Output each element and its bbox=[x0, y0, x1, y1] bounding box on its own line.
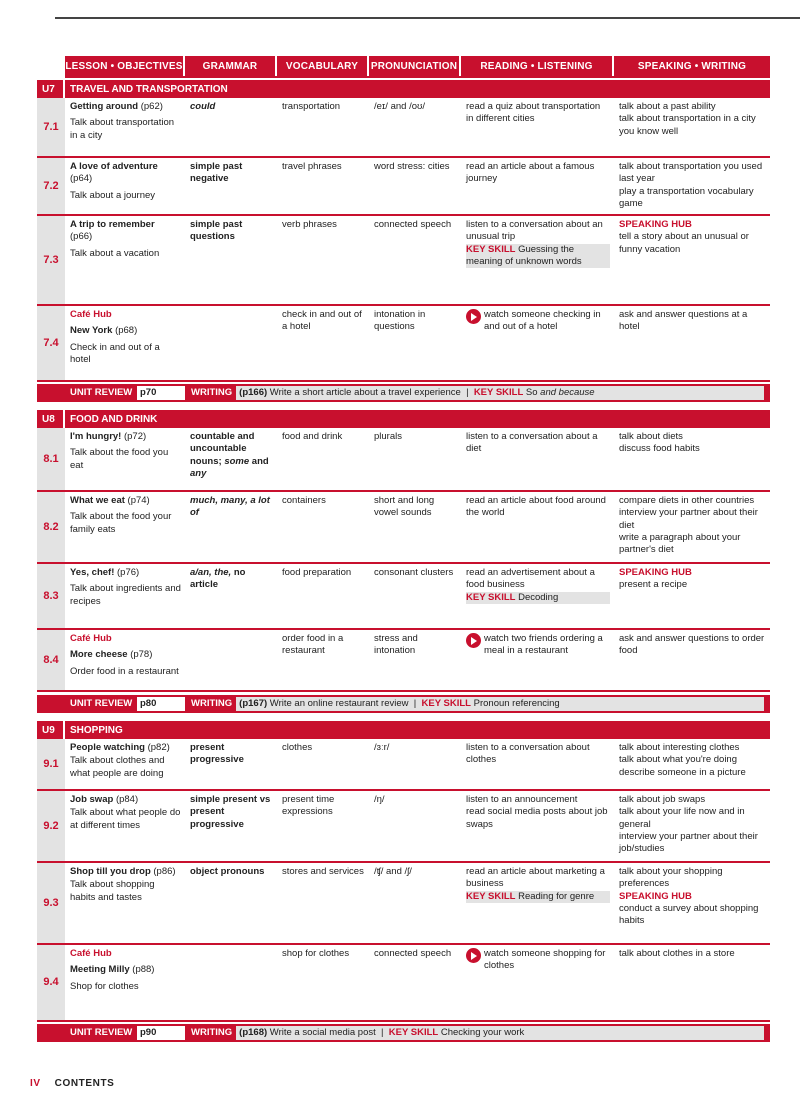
vocabulary-cell: present time expressions bbox=[282, 794, 335, 818]
key-skill-label: KEY SKILL bbox=[466, 890, 516, 902]
speaking-text: talk about job swaps bbox=[619, 794, 706, 805]
lesson-page: (p64) bbox=[70, 173, 93, 185]
lesson-row-8-4 bbox=[37, 630, 770, 692]
top-rule bbox=[55, 17, 800, 19]
lesson-row-7-1 bbox=[37, 98, 770, 158]
lesson-objective: Talk about clothes and what people are doing bbox=[70, 755, 165, 779]
unit-8-review-bar bbox=[37, 695, 770, 713]
reading-text: read an advertisement about a food business bbox=[466, 567, 595, 591]
lesson-title: What we eat bbox=[70, 495, 125, 506]
speaking-cell bbox=[614, 216, 770, 304]
lesson-page: (p76) bbox=[117, 567, 140, 578]
unit-review-label: UNIT REVIEW bbox=[70, 697, 133, 709]
lesson-page: (p86) bbox=[153, 866, 176, 877]
speaking-cell bbox=[614, 863, 770, 943]
reading-cell: read an article about a famous journey bbox=[466, 161, 595, 185]
speaking-text: play a transportation vocabulary game bbox=[619, 185, 754, 210]
unit-9-bar bbox=[37, 721, 770, 739]
lesson-cell bbox=[65, 98, 185, 156]
pronunciation-cell: /ɜːr/ bbox=[374, 742, 390, 753]
lesson-number: 9.4 bbox=[37, 945, 65, 1020]
lesson-cell bbox=[65, 739, 185, 789]
lesson-objective: Talk about shopping habits and tastes bbox=[70, 879, 155, 903]
speaking-text: write a paragraph about your partner's diet bbox=[619, 532, 741, 556]
reading-cell bbox=[461, 945, 614, 1020]
lesson-cell bbox=[65, 863, 185, 943]
vocabulary-cell: shop for clothes bbox=[282, 948, 350, 959]
lesson-row-9-3 bbox=[37, 863, 770, 945]
lesson-cell bbox=[65, 492, 185, 562]
lesson-title: I'm hungry! bbox=[70, 431, 122, 442]
lesson-page: (p66) bbox=[70, 231, 93, 243]
speaking-cell bbox=[614, 98, 770, 156]
writing-page: (p168) bbox=[239, 1026, 268, 1038]
writing-label: WRITING bbox=[191, 1026, 233, 1038]
grammar-text: and bbox=[251, 455, 269, 467]
pronunciation-cell: /ʧ/ and /ʃ/ bbox=[374, 866, 412, 877]
vocabulary-cell: verb phrases bbox=[282, 219, 337, 230]
pronunciation-cell: stress and intonation bbox=[374, 633, 418, 657]
grammar-text: some bbox=[224, 455, 250, 467]
lesson-title: A love of adventure bbox=[70, 161, 158, 172]
lesson-row-7-2 bbox=[37, 158, 770, 216]
unit-review-page: p90 bbox=[137, 1026, 185, 1040]
key-skill-text: Checking your work bbox=[440, 1026, 525, 1038]
pronunciation-cell: plurals bbox=[374, 431, 402, 442]
lesson-objective: Talk about the food you eat bbox=[70, 447, 169, 471]
lesson-page: (p78) bbox=[130, 649, 153, 661]
lesson-number: 8.1 bbox=[37, 428, 65, 490]
grammar-cell: simple past questions bbox=[190, 219, 243, 243]
lesson-objective: Talk about a vacation bbox=[70, 247, 160, 259]
vocabulary-cell: food and drink bbox=[282, 431, 343, 442]
pronunciation-cell: /ŋ/ bbox=[374, 794, 385, 805]
lesson-row-7-3 bbox=[37, 216, 770, 306]
cafe-hub-label: Café Hub bbox=[70, 633, 112, 644]
lesson-cell bbox=[65, 158, 185, 214]
speaking-cell bbox=[614, 739, 770, 789]
key-skill-text: because bbox=[558, 386, 595, 398]
lesson-title: Job swap bbox=[70, 794, 114, 805]
speaking-cell: ask and answer questions to order food bbox=[619, 633, 765, 657]
separator: | bbox=[381, 1026, 384, 1038]
reading-text: read an article about marketing a business bbox=[466, 866, 605, 890]
lesson-cell bbox=[65, 564, 185, 628]
writing-text: Write a short article about a travel experience bbox=[269, 386, 461, 398]
speaking-text: present a recipe bbox=[619, 579, 688, 591]
vocabulary-cell: transportation bbox=[282, 101, 341, 112]
key-skill-label: KEY SKILL bbox=[466, 243, 516, 255]
vocabulary-cell: travel phrases bbox=[282, 161, 342, 172]
key-skill-text: and bbox=[540, 386, 557, 398]
unit-review-page: p80 bbox=[137, 697, 185, 711]
unit-7-bar bbox=[37, 80, 770, 98]
lesson-number: 8.3 bbox=[37, 564, 65, 628]
lesson-title: New York bbox=[70, 325, 113, 337]
reading-text: listen to a conversation about an unusual trip bbox=[466, 219, 603, 243]
reading-text: listen to an announcement bbox=[466, 794, 578, 805]
key-skill-text: Reading for genre bbox=[518, 890, 595, 902]
grammar-cell bbox=[185, 492, 277, 562]
speaking-text: talk about transportation in a city you know well bbox=[619, 113, 756, 137]
lesson-cell bbox=[65, 306, 185, 380]
header-reading: READING • LISTENING bbox=[461, 56, 614, 76]
speaking-cell bbox=[614, 791, 770, 861]
header-grammar: GRAMMAR bbox=[185, 56, 277, 76]
writing-task bbox=[236, 386, 764, 400]
lesson-title: Getting around bbox=[70, 101, 139, 112]
pronunciation-cell: intonation in questions bbox=[374, 309, 426, 333]
speaking-text: talk about diets bbox=[619, 431, 683, 442]
header-lesson: LESSON • OBJECTIVES bbox=[65, 56, 185, 76]
lesson-row-8-3 bbox=[37, 564, 770, 630]
footer-title: CONTENTS bbox=[54, 1078, 115, 1089]
lesson-title: More cheese bbox=[70, 649, 128, 661]
speaking-text: talk about your life now and in general bbox=[619, 806, 745, 830]
lesson-objective: Talk about ingredients and recipes bbox=[70, 583, 181, 607]
lesson-row-7-4 bbox=[37, 306, 770, 382]
speaking-text: interview your partner about their job/studies bbox=[619, 831, 758, 855]
lesson-number: 8.4 bbox=[37, 630, 65, 690]
lesson-objective: Check in and out of a hotel bbox=[70, 341, 160, 366]
lesson-page: (p62) bbox=[140, 101, 163, 112]
grammar-cell bbox=[185, 945, 277, 1020]
lesson-cell bbox=[65, 945, 185, 1020]
key-skill-label: KEY SKILL bbox=[421, 697, 471, 709]
speaking-text: discuss food habits bbox=[619, 443, 700, 455]
speaking-text: talk about your shopping preferences bbox=[619, 866, 723, 890]
key-skill-text: Decoding bbox=[518, 591, 559, 603]
grammar-cell: present progressive bbox=[190, 742, 244, 766]
speaking-text: tell a story about an unusual or funny vacation bbox=[619, 231, 749, 255]
key-skill-text: Pronoun referencing bbox=[473, 697, 560, 709]
lesson-title: A trip to remember bbox=[70, 219, 155, 230]
speaking-cell: talk about clothes in a store bbox=[619, 948, 735, 959]
lesson-number: 7.3 bbox=[37, 216, 65, 304]
lesson-page: (p72) bbox=[123, 431, 147, 442]
speaking-hub-label: SPEAKING HUB bbox=[619, 890, 692, 902]
grammar-cell: object pronouns bbox=[190, 866, 265, 877]
reading-cell: read an article about food around the world bbox=[466, 495, 606, 519]
lesson-number: 7.1 bbox=[37, 98, 65, 156]
speaking-hub-label: SPEAKING HUB bbox=[619, 567, 692, 578]
vocabulary-cell: clothes bbox=[282, 742, 313, 753]
lesson-objective: Talk about what people do at different times bbox=[70, 807, 181, 831]
grammar-cell bbox=[185, 306, 277, 380]
reading-cell: listen to a conversation about clothes bbox=[466, 742, 590, 766]
reading-cell bbox=[461, 564, 614, 628]
lesson-objective: Order food in a restaurant bbox=[70, 665, 179, 677]
unit-number: U7 bbox=[37, 80, 65, 98]
unit-review-label: UNIT REVIEW bbox=[70, 386, 133, 398]
lesson-title: Yes, chef! bbox=[70, 567, 115, 578]
vocabulary-cell: food preparation bbox=[282, 567, 352, 578]
vocabulary-cell: order food in a restaurant bbox=[282, 633, 344, 657]
lesson-page: (p88) bbox=[132, 964, 155, 976]
lesson-objective: Talk about a journey bbox=[70, 189, 156, 201]
writing-task bbox=[236, 1026, 764, 1040]
lesson-cell bbox=[65, 630, 185, 690]
play-video-icon[interactable] bbox=[466, 948, 481, 963]
unit-number: U8 bbox=[37, 410, 65, 428]
cafe-hub-label: Café Hub bbox=[70, 948, 112, 959]
lesson-cell bbox=[65, 791, 185, 861]
reading-text: watch two friends ordering a meal in a restaurant bbox=[484, 633, 603, 657]
grammar-cell bbox=[185, 630, 277, 690]
lesson-title: People watching bbox=[70, 742, 145, 753]
speaking-cell bbox=[614, 158, 770, 214]
grammar-text: much, many, a lot of bbox=[190, 495, 270, 519]
table-header bbox=[65, 56, 770, 78]
vocabulary-cell: containers bbox=[282, 495, 326, 506]
lesson-row-9-4 bbox=[37, 945, 770, 1022]
pronunciation-cell: /eɪ/ and /oʊ/ bbox=[374, 101, 426, 112]
reading-text: watch someone shopping for clothes bbox=[484, 948, 606, 972]
page-number: IV bbox=[30, 1078, 41, 1089]
cafe-hub-label: Café Hub bbox=[70, 309, 112, 320]
lesson-page: (p82) bbox=[147, 742, 170, 753]
reading-cell bbox=[461, 306, 614, 380]
lesson-page: (p74) bbox=[127, 495, 150, 506]
unit-review-page: p70 bbox=[137, 386, 185, 400]
unit-review-label: UNIT REVIEW bbox=[70, 1026, 133, 1038]
lesson-row-9-2 bbox=[37, 791, 770, 863]
grammar-cell bbox=[185, 98, 277, 156]
key-skill-label: KEY SKILL bbox=[388, 1026, 439, 1038]
speaking-text: interview your partner about their diet bbox=[619, 507, 758, 531]
speaking-cell bbox=[614, 492, 770, 562]
separator: | bbox=[466, 386, 469, 398]
unit-title: FOOD AND DRINK bbox=[70, 413, 158, 425]
vocabulary-cell: check in and out of a hotel bbox=[282, 309, 362, 333]
key-skill-box bbox=[466, 244, 610, 269]
lesson-number: 7.4 bbox=[37, 306, 65, 380]
unit-7-review-bar bbox=[37, 384, 770, 402]
key-skill-text: Guessing the meaning of unknown words bbox=[466, 243, 582, 268]
pronunciation-cell: connected speech bbox=[374, 948, 452, 959]
writing-text: Write a social media post bbox=[269, 1026, 376, 1038]
lesson-page: (p68) bbox=[115, 325, 138, 337]
lesson-number: 8.2 bbox=[37, 492, 65, 562]
reading-cell: listen to a conversation about a diet bbox=[466, 431, 598, 455]
lesson-number: 9.3 bbox=[37, 863, 65, 943]
writing-page: (p167) bbox=[239, 697, 268, 709]
writing-task bbox=[236, 697, 764, 711]
grammar-text: a/an, the, bbox=[190, 567, 232, 578]
grammar-cell: simple past negative bbox=[190, 161, 243, 185]
grammar-text: countable and uncountable nouns; bbox=[190, 431, 255, 467]
speaking-text: describe someone in a picture bbox=[619, 766, 746, 778]
speaking-text: compare diets in other countries bbox=[619, 495, 755, 506]
unit-title: TRAVEL AND TRANSPORTATION bbox=[70, 83, 228, 95]
key-skill-label: KEY SKILL bbox=[466, 591, 516, 603]
lesson-number: 9.1 bbox=[37, 739, 65, 789]
lesson-cell bbox=[65, 216, 185, 304]
lesson-number: 9.2 bbox=[37, 791, 65, 861]
header-pronunciation: PRONUNCIATION bbox=[369, 56, 461, 76]
grammar-cell bbox=[185, 564, 277, 628]
lesson-objective: Talk about the food your family eats bbox=[70, 511, 172, 535]
reading-cell bbox=[461, 791, 614, 861]
unit-8-bar bbox=[37, 410, 770, 428]
lesson-title: Meeting Milly bbox=[70, 964, 130, 976]
grammar-text: could bbox=[190, 101, 216, 112]
grammar-text: any bbox=[190, 468, 207, 480]
lesson-row-8-2 bbox=[37, 492, 770, 564]
speaking-text: talk about a past ability bbox=[619, 101, 716, 112]
reading-cell bbox=[461, 216, 614, 304]
writing-label: WRITING bbox=[191, 386, 233, 398]
pronunciation-cell: short and long vowel sounds bbox=[374, 495, 435, 519]
writing-page: (p166) bbox=[239, 386, 268, 398]
reading-cell bbox=[461, 630, 614, 690]
pronunciation-cell: connected speech bbox=[374, 219, 452, 230]
reading-text: read social media posts about job swaps bbox=[466, 806, 608, 830]
key-skill-box bbox=[466, 592, 610, 604]
unit-9-review-bar bbox=[37, 1024, 770, 1042]
writing-label: WRITING bbox=[191, 697, 233, 709]
lesson-objective: Talk about transportation in a city bbox=[70, 117, 175, 141]
reading-cell bbox=[461, 863, 614, 943]
play-video-icon[interactable] bbox=[466, 633, 481, 648]
play-video-icon[interactable] bbox=[466, 309, 481, 324]
unit-number: U9 bbox=[37, 721, 65, 739]
lesson-row-9-1 bbox=[37, 739, 770, 791]
pronunciation-cell: consonant clusters bbox=[374, 567, 454, 578]
vocabulary-cell: stores and services bbox=[282, 866, 364, 877]
speaking-text: talk about transportation you used last year bbox=[619, 161, 763, 185]
lesson-title: Shop till you drop bbox=[70, 866, 151, 877]
unit-title: SHOPPING bbox=[70, 724, 123, 736]
key-skill-label: KEY SKILL bbox=[473, 386, 524, 398]
lesson-page: (p84) bbox=[115, 794, 139, 805]
key-skill-box bbox=[466, 891, 610, 903]
speaking-hub-label: SPEAKING HUB bbox=[619, 219, 692, 230]
page-footer bbox=[30, 1077, 114, 1090]
speaking-cell: ask and answer questions at a hotel bbox=[619, 309, 748, 333]
grammar-cell: simple present vs present progressive bbox=[190, 794, 271, 830]
reading-text: watch someone checking in and out of a hotel bbox=[484, 309, 601, 333]
writing-text: Write an online restaurant review bbox=[269, 697, 409, 709]
separator: | bbox=[413, 697, 417, 709]
lesson-cell bbox=[65, 428, 185, 490]
speaking-text: talk about what you're doing bbox=[619, 754, 738, 766]
reading-cell: read a quiz about transportation in different cities bbox=[466, 101, 601, 125]
lesson-row-8-1 bbox=[37, 428, 770, 492]
speaking-cell bbox=[614, 428, 770, 490]
header-vocabulary: VOCABULARY bbox=[277, 56, 369, 76]
speaking-text: conduct a survey about shopping habits bbox=[619, 903, 759, 927]
pronunciation-cell: word stress: cities bbox=[374, 161, 450, 172]
speaking-text: talk about interesting clothes bbox=[619, 742, 740, 753]
lesson-objective: Shop for clothes bbox=[70, 980, 139, 992]
lesson-number: 7.2 bbox=[37, 158, 65, 214]
grammar-cell bbox=[185, 428, 277, 490]
grammar-text: no article bbox=[190, 567, 246, 591]
header-speaking: SPEAKING • WRITING bbox=[637, 60, 747, 72]
key-skill-text: So bbox=[525, 386, 538, 398]
speaking-cell bbox=[614, 564, 770, 628]
